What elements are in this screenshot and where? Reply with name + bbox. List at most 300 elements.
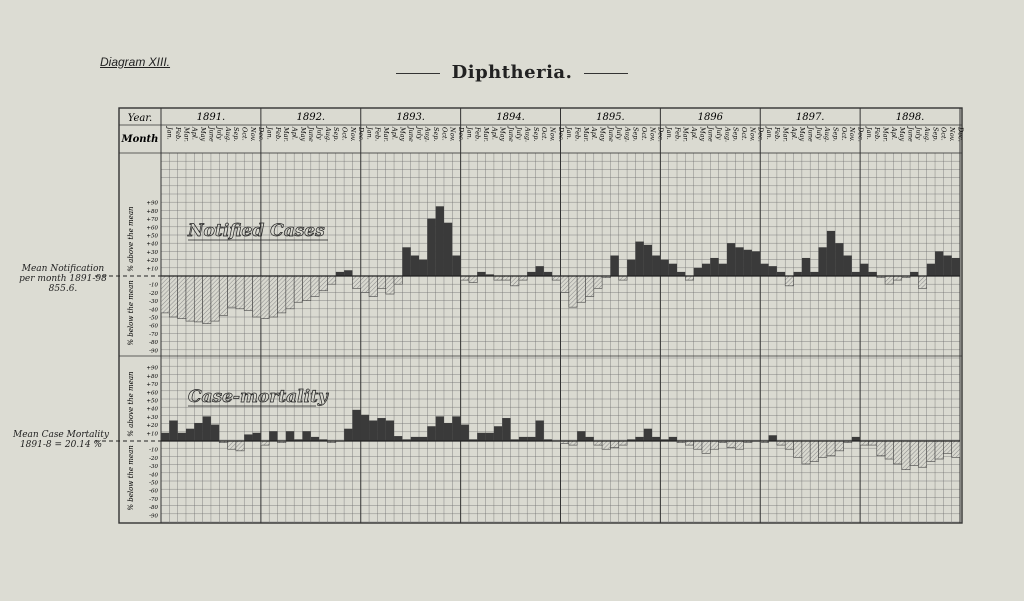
bar-below [819,441,827,457]
bar-above [777,272,785,276]
month-label: Dec. [556,127,565,142]
month-label: Aug. [823,127,832,143]
bar-above [386,421,394,442]
y-tick-label: +50 [146,398,158,405]
bar-above [660,260,668,276]
bar-below [186,276,194,321]
bar-above [669,437,677,441]
month-label: May [698,127,707,142]
bar-above [369,421,377,442]
month-label: Mar. [282,127,291,142]
y-tick-label: +30 [146,249,158,256]
bar-above [311,437,319,441]
bar-above [577,431,585,441]
month-label: May [898,127,907,142]
bar-below [602,441,610,449]
bar-above [502,418,510,441]
bar-below [943,441,951,453]
y-tick-label: -10 [149,282,158,289]
month-label: Nov. [948,127,957,142]
month-label: June [806,127,815,142]
bar-below [918,276,926,288]
bar-below [710,441,718,449]
month-label: Sep. [731,127,740,142]
bar-below [585,276,593,297]
month-label: Nov. [348,127,357,142]
bar-below [377,276,385,288]
bar-below [893,441,901,464]
y-tick-label: +90 [146,365,158,372]
bar-above [444,223,452,276]
y-tick-label: -80 [149,505,158,512]
y-tick-label: -60 [149,488,158,495]
month-label: Apl. [490,127,499,140]
bar-below [211,276,219,321]
y-tick-label: -30 [149,299,158,306]
year-label-3: 1893. [396,112,426,123]
bar-below [685,441,693,445]
month-label: Aug. [623,127,632,143]
bar-below [577,276,585,302]
bar-below [619,276,627,280]
bar-below [694,441,702,449]
bar-below [469,276,477,283]
axis-text-above: % above the mean [127,206,135,272]
bar-above [952,258,960,276]
bar-above [427,426,435,441]
month-label: May [498,127,507,142]
y-tick-label: +60 [146,390,158,397]
y-tick-label: -80 [149,340,158,347]
bar-below [253,276,261,317]
month-label: Jan. [764,127,773,140]
y-tick-label: +10 [146,266,158,273]
bar-above [843,256,851,277]
bar-above [752,251,760,276]
month-label: Oct. [739,127,748,141]
bar-above [635,437,643,441]
bar-below [461,276,469,280]
bar-above [377,418,385,441]
bar-below [361,276,369,292]
axis-text-below: % below the mean [127,445,135,511]
month-label: Aug. [723,127,732,143]
bar-below [569,276,577,307]
bar-above [186,429,194,441]
y-tick-label: +10 [146,431,158,438]
month-label: Feb. [573,127,582,142]
mean-notification-line2: per month 1891-98 [19,274,107,284]
month-label: July [714,127,723,140]
month-label: Nov. [648,127,657,142]
month-label: Feb. [173,127,182,142]
bar-above [827,231,835,276]
bar-above [927,264,935,276]
bar-above [644,245,652,276]
bar-above [644,429,652,441]
bar-above [344,270,352,276]
month-label: Mar. [382,127,391,142]
bar-above [694,268,702,276]
y-tick-label: -40 [149,472,158,479]
y-tick-label: +20 [146,258,158,265]
bar-below [885,276,893,284]
bar-below [735,441,743,449]
bar-above [352,410,360,441]
bar-below [727,441,735,448]
y-tick-label: -60 [149,323,158,330]
bar-above [536,266,544,276]
bar-below [294,276,302,302]
month-label: Mar. [881,127,890,142]
bar-above [794,272,802,276]
bar-above [910,272,918,276]
bar-below [228,276,236,307]
month-label: June [307,127,316,142]
bar-below [244,276,252,310]
month-header: Month [121,134,159,145]
month-label: Nov. [248,127,257,142]
series-title: Case-mortality [188,387,328,407]
month-label: Sep. [531,127,540,142]
bar-above [585,437,593,441]
bar-above [436,416,444,441]
y-tick-label: -90 [149,513,158,520]
month-label: Apl. [690,127,699,140]
bar-above [494,426,502,441]
month-label: May [398,127,407,142]
month-label: Sep. [831,127,840,142]
bar-above [436,206,444,276]
bar-below [594,276,602,288]
year-label-2: 1892. [296,112,326,123]
bar-above [536,421,544,442]
bar-above [769,266,777,276]
month-label: Dec. [656,127,665,142]
bar-below [278,276,286,313]
month-label: Nov. [748,127,757,142]
bar-below [785,276,793,286]
bar-above [669,264,677,276]
bar-above [419,260,427,276]
y-tick-label: -50 [149,315,158,322]
month-label: Dec. [756,127,765,142]
year-header: Year. [127,113,153,124]
month-label: Jan. [165,127,174,140]
y-tick-label: -50 [149,480,158,487]
y-tick-label: -20 [149,455,158,462]
y-tick-label: +70 [146,217,158,224]
bar-below [552,276,560,280]
bar-below [885,441,893,459]
bar-above [302,431,310,441]
y-tick-label: +60 [146,225,158,232]
bar-above [411,256,419,277]
month-label: Aug. [323,127,332,143]
month-label: May [198,127,207,142]
bar-below [502,276,510,280]
bar-below [569,441,577,445]
bar-below [261,276,269,319]
bar-below [261,441,269,445]
bar-below [794,441,802,457]
bar-below [860,441,868,445]
month-label: June [606,127,615,142]
bar-above [461,425,469,441]
bar-above [852,272,860,276]
month-label: Oct. [939,127,948,141]
bar-below [561,276,569,292]
bar-below [203,276,211,324]
bar-above [819,247,827,276]
y-tick-label: +50 [146,233,158,240]
bar-above [402,247,410,276]
bar-above [253,433,261,441]
bar-above [802,258,810,276]
bar-below [902,441,910,470]
bar-below [835,441,843,451]
bar-above [244,434,252,441]
month-label: Oct. [440,127,449,141]
bar-above [527,272,535,276]
month-label: Mar. [182,127,191,142]
bar-above [652,256,660,277]
y-tick-label: +30 [146,414,158,421]
year-label-4: 1894. [496,112,525,123]
bar-below [327,276,335,284]
month-label: Apl. [390,127,399,140]
month-label: Apl. [889,127,898,140]
month-label: Sep. [431,127,440,142]
bar-above [336,272,344,276]
mean-mortality-line2: 1891-8 = 20.14 % [19,440,103,450]
bar-below [877,441,885,456]
month-label: Feb. [873,127,882,142]
month-label: July [215,127,224,140]
bar-below [311,276,319,297]
y-tick-label: -40 [149,307,158,314]
y-tick-label: +90 [146,200,158,207]
month-label: Jan. [465,127,474,140]
bar-above [627,260,635,276]
axis-text-below: % below the mean [127,280,135,346]
month-label: Dec. [956,127,965,142]
bar-above [452,256,460,277]
bar-below [302,276,310,301]
bar-above [760,264,768,276]
mean-notification-line3: 855.6. [48,284,78,294]
bar-below [161,276,169,313]
month-label: Oct. [240,127,249,141]
axis-text-above: % above the mean [127,371,135,437]
y-tick-label: +80 [146,373,158,380]
bar-above [361,415,369,441]
month-label: June [706,127,715,142]
month-label: Mar. [581,127,590,142]
bar-below [785,441,793,449]
month-label: Aug. [223,127,232,143]
bar-below [594,441,602,445]
y-tick-label: +20 [146,423,158,430]
mean-notification-line1: Mean Notification [21,264,105,274]
bar-above [486,433,494,441]
bar-above [710,258,718,276]
month-label: Mar. [781,127,790,142]
bar-above [727,243,735,276]
y-tick-label: +70 [146,382,158,389]
bar-above [477,272,485,276]
bar-below [269,276,277,317]
bar-above [868,272,876,276]
bar-below [810,441,818,462]
month-label: July [315,127,324,140]
month-label: Jan. [365,127,374,140]
bar-above [702,264,710,276]
month-label: June [906,127,915,142]
bar-above [419,437,427,441]
bar-below [386,276,394,294]
bar-above [652,437,660,441]
bar-below [236,441,244,451]
bar-below [352,276,360,288]
y-tick-label: -20 [149,290,158,297]
bar-above [427,219,435,276]
bar-below [178,276,186,319]
bar-below [219,276,227,315]
month-label: Apl. [590,127,599,140]
y-tick-label: -30 [149,464,158,471]
bar-below [228,441,236,449]
bar-above [194,423,202,441]
bar-below [369,276,377,297]
bar-below [494,276,502,280]
bar-above [677,272,685,276]
month-label: Sep. [332,127,341,142]
month-label: Aug. [423,127,432,143]
month-label: Nov. [448,127,457,142]
bar-above [719,264,727,276]
month-label: Apl. [190,127,199,140]
month-label: Oct. [340,127,349,141]
bar-above [169,421,177,442]
bar-below [910,441,918,466]
bar-above [161,433,169,441]
bar-below [236,276,244,309]
bar-below [918,441,926,467]
bar-below [169,276,177,317]
year-label-8: 1898. [895,112,925,123]
bar-below [702,441,710,453]
bar-above [211,425,219,441]
month-label: July [415,127,424,140]
figure-label: Diagram XIII. [100,55,171,69]
month-label: July [615,127,624,140]
month-label: May [598,127,607,142]
bar-above [610,256,618,277]
bar-above [744,250,752,276]
month-label: Sep. [931,127,940,142]
y-tick-label: +80 [146,208,158,215]
month-label: Aug. [923,127,932,143]
bar-above [477,433,485,441]
bar-above [411,437,419,441]
y-tick-label: -70 [149,331,158,338]
bar-above [544,272,552,276]
month-label: June [506,127,515,142]
y-tick-label: -90 [149,348,158,355]
month-label: Feb. [673,127,682,142]
month-label: Dec. [257,127,266,142]
bar-above [344,429,352,441]
month-label: Sep. [232,127,241,142]
chart-frame [119,108,965,523]
month-label: Apl. [290,127,299,140]
bar-above [452,416,460,441]
month-label: Mar. [681,127,690,142]
month-label: Nov. [548,127,557,142]
bar-above [635,242,643,276]
month-label: July [914,127,923,140]
bar-below [827,441,835,456]
y-tick-label: +40 [146,406,158,413]
bar-below [319,276,327,291]
month-label: Dec. [856,127,865,142]
bar-above [444,423,452,441]
bar-below [286,276,294,309]
month-label: Jan. [265,127,274,140]
month-label: Feb. [773,127,782,142]
bar-above [835,243,843,276]
bar-below [394,276,402,284]
month-label: Oct. [540,127,549,141]
bar-below [935,441,943,459]
month-label: Jan. [665,127,674,140]
month-label: Oct. [839,127,848,141]
bar-below [685,276,693,280]
month-label: Feb. [473,127,482,142]
bar-above [519,437,527,441]
y-tick-label: -10 [149,447,158,454]
year-label-6: 1896 [697,112,724,123]
month-label: Dec. [357,127,366,142]
month-label: July [814,127,823,140]
bar-above [394,436,402,441]
bar-below [194,276,202,322]
month-label: June [407,127,416,142]
month-label: Feb. [273,127,282,142]
month-label: June [207,127,216,142]
month-label: Sep. [631,127,640,142]
month-label: May [298,127,307,142]
bar-below [868,441,876,445]
year-label-1: 1891. [196,112,226,123]
bar-above [269,431,277,441]
bar-above [178,433,186,441]
month-label: Jan. [864,127,873,140]
series-title: Notified Cases [188,221,325,241]
bar-above [810,272,818,276]
bar-below [511,276,519,286]
month-label: July [515,127,524,140]
bar-above [935,251,943,276]
month-label: Oct. [640,127,649,141]
bar-above [286,431,294,441]
bar-below [610,441,618,448]
year-label-5: 1895. [596,112,625,123]
bar-above [860,264,868,276]
bar-above [527,437,535,441]
month-label: Feb. [373,127,382,142]
